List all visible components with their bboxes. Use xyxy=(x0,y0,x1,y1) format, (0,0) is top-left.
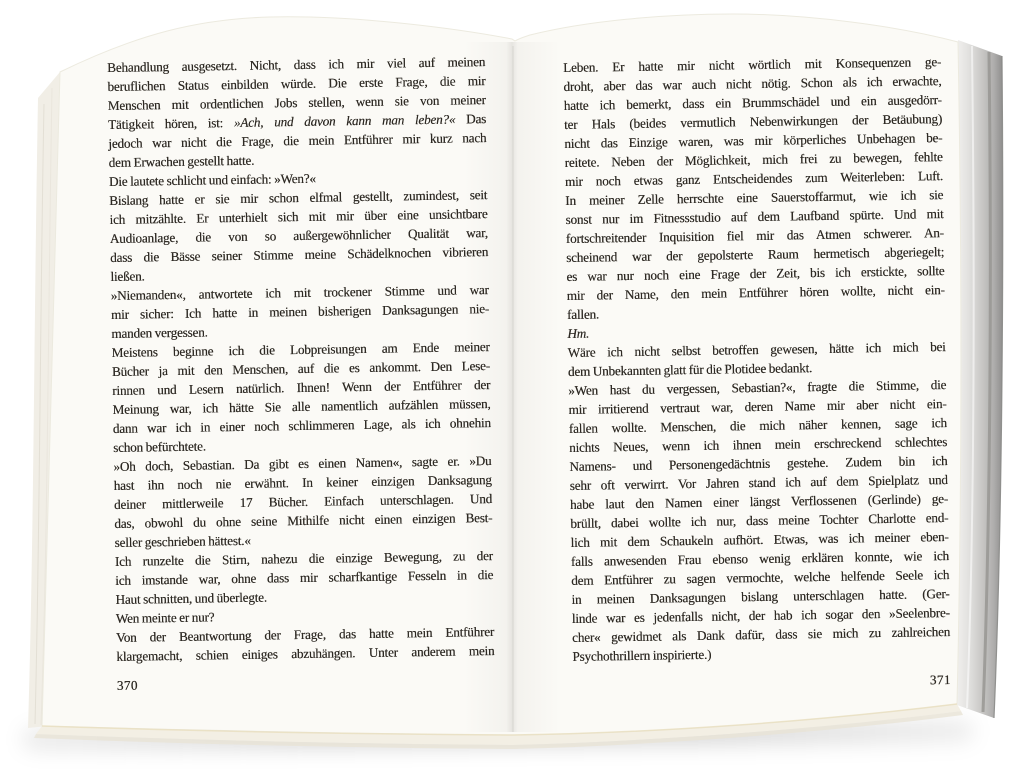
text-line: dem Unbekannten glatt für die Plotidee bedankt. xyxy=(567,360,813,379)
text-line: ich imstande war, ohne dass mir scharfkantige Fesseln in die xyxy=(115,566,494,588)
text-line: falls anwesenden Frau ebenso wenig erklären konnte, wie ich xyxy=(570,548,949,569)
text-line: scheinend war der gepolsterte Raum hermetisch abgeriegelt; xyxy=(566,244,945,265)
open-book xyxy=(8,12,1008,757)
text-line: deiner mittlerweile 17 Bücher. Einfach unterschlagen. Und xyxy=(113,491,493,512)
page-left xyxy=(107,52,495,695)
text-line: Meistens beginne ich die Lobpreisungen am Ende meiner xyxy=(111,339,490,360)
text-line: Hm. xyxy=(567,325,590,341)
text-line: mir der Name, den mein Entführer hören wollte, nicht ein- xyxy=(566,282,945,303)
page-number-right: 371 xyxy=(929,671,951,688)
text-line: Bücher ja mit den Menschen, auf die es ankommt. Den Lese- xyxy=(111,358,490,379)
text-line: beruflichen Status einbilden würde. Die erste Frage, die mir xyxy=(107,73,486,94)
text-line: Psychothrillern inspirierte.) xyxy=(572,646,712,664)
text-line: fallen. xyxy=(566,306,600,322)
text-line: hast ihn noch nie erwähnt. In keiner einzigen Danksagung xyxy=(113,472,492,493)
text-line: »Oh doch, Sebastian. Da gibt es einen Namen«, sagte er. »Du xyxy=(113,453,492,474)
text-line: klargemacht, schien einiges abzuhängen. Unter anderem mein xyxy=(116,642,495,664)
text-line: Menschen mit ordentlichen Jobs stellen, wenn sie von meiner xyxy=(107,92,486,113)
text-line: Von der Beantwortung der Frage, das hatte mein Entführer xyxy=(115,623,495,645)
text-line: das, obwohl du ohne seine Mithilfe nicht einen einzigen Best- xyxy=(114,510,493,531)
text-line: »Wen hast du vergessen, Sebastian?«, fragte die Stimme, die xyxy=(568,377,947,398)
page-right-lines xyxy=(563,52,951,666)
text-line: mir sicher: Ich hatte in meinen bisherigen Danksagungen nie- xyxy=(110,301,490,322)
text-line: Die lautete schlicht und einfach: »Wen?« xyxy=(108,170,316,189)
text-line: lich mit dem Schaukeln aufhört. Etwas, was ich meiner eben- xyxy=(570,529,949,550)
text-line: rinnen und Lesern natürlich. Ihnen! Wenn der Entführer der xyxy=(112,377,491,398)
text-line: cher« gewidmet als Dank dafür, dass sie mich zu zahlreichen xyxy=(571,623,951,645)
text-line: ter Hals (beides vermutlich Nebenwirkungen der Betäubung) xyxy=(563,111,943,132)
page-number-left: 370 xyxy=(116,677,138,693)
text-line: seller geschrieben hättest.« xyxy=(114,532,251,550)
text-line: Wen meinte er nur? xyxy=(115,609,215,626)
text-line: »Niemanden«, antwortete ich mit trockener Stimme und war xyxy=(110,282,489,303)
text-line: Namens- und Personengedächtnis gestehe. Zudem bin ich xyxy=(569,453,948,474)
text-line: mir noch etwas ganz Entscheidendes zum Weiterleben: Luft. xyxy=(564,168,944,189)
text-line: nicht das Einzige waren, was mir körperliches Unbehagen be- xyxy=(564,130,943,151)
text-line: dem Entführer zu sagen vermochte, welche helfende Seele ich xyxy=(571,566,950,588)
text-line: Haut schnitten, und überlegte. xyxy=(115,589,267,607)
text-line: linde war es jedenfalls nicht, der hab ich sogar den »Seelenbre- xyxy=(571,604,950,626)
text-line: Audioanlage, die von so außergewöhnlicher Qualität war, xyxy=(109,225,488,246)
text-line: es war nur noch eine Frage der Zeit, bis ich erstickte, sollte xyxy=(566,263,945,284)
text-line: ließen. xyxy=(110,268,145,284)
text-line: schon befürchtete. xyxy=(113,438,206,455)
text-line: Tätigkeit hören, ist: »Ach, und davon kann man leben?« Das xyxy=(107,111,487,132)
page-right xyxy=(563,52,951,695)
text-line: dem Erwachen gestellt hatte. xyxy=(108,152,255,170)
text-line: reitete. Neben der Möglichkeit, mich frei zu bewegen, fehlte xyxy=(564,149,943,170)
text-line: sehr oft verwirrt. Vor Jahren stand ich auf dem Spielplatz und xyxy=(569,472,948,493)
text-line: habe laut den Namen einer längst Verflossenen (Gerlinde) ge- xyxy=(569,491,949,512)
text-line: fallen wollte. Menschen, die mich näher kennen, sage ich xyxy=(568,415,947,436)
text-line: nichts Neues, wenn ich ihnen mein erschreckend schlechtes xyxy=(569,434,948,455)
text-line: ich mitzählte. Er unterhielt sich mit mir über eine unsichtbare xyxy=(109,206,488,227)
text-line: brüllt, dabei wollte ich nur, dass meine Tochter Charlotte end- xyxy=(570,510,949,531)
page-left-lines xyxy=(107,52,495,666)
text-line: jedoch war nicht die Frage, die mein Entführer mir kurz nach xyxy=(108,130,487,151)
text-line: manden vergessen. xyxy=(111,324,208,341)
text-line: dann war ich in einer noch schlimmeren Lage, als ich ohnehin xyxy=(112,415,491,436)
text-line: dass die Bässe seiner Stimme meine Schädelknochen vibrieren xyxy=(110,244,489,265)
text-line: fortschreitender Inquisition fiel mir das Atmen schwerer. An- xyxy=(565,225,944,246)
text-line: Bislang hatte er sie mir schon elfmal gestellt, zumindest, seit xyxy=(109,187,488,208)
text-line: In meiner Zelle herrschte eine Sauerstoffarmut, wie ich sie xyxy=(565,187,944,208)
text-line: Behandlung ausgesetzt. Nicht, dass ich mir viel auf meinen xyxy=(107,54,486,75)
text-line: Wäre ich nicht selbst betroffen gewesen, hätte ich mich bei xyxy=(567,339,946,360)
text-line: mir irritierend vertraut war, deren Name mir aber nicht ein- xyxy=(568,396,947,417)
text-line: hatte ich bemerkt, dass ein Brummschädel und ein ausgedörr- xyxy=(563,92,942,113)
text-line: Leben. Er hatte mir nicht wörtlich mit Konsequenzen ge- xyxy=(563,54,942,75)
text-line: sonst nur im Fitnessstudio auf dem Laufband spürte. Und mit xyxy=(565,206,944,227)
text-line: Ich runzelte die Stirn, nahezu die einzige Bewegung, zu der xyxy=(114,548,493,569)
text-line: Meinung war, ich hätte Sie alle namentlich aufzählen müssen, xyxy=(112,396,491,417)
text-line: droht, aber das war auch nicht nötig. Schon als ich erwachte, xyxy=(563,73,942,94)
text-line: in meinen Danksagungen bislang unterschlagen hatte. (Ger- xyxy=(571,585,950,607)
